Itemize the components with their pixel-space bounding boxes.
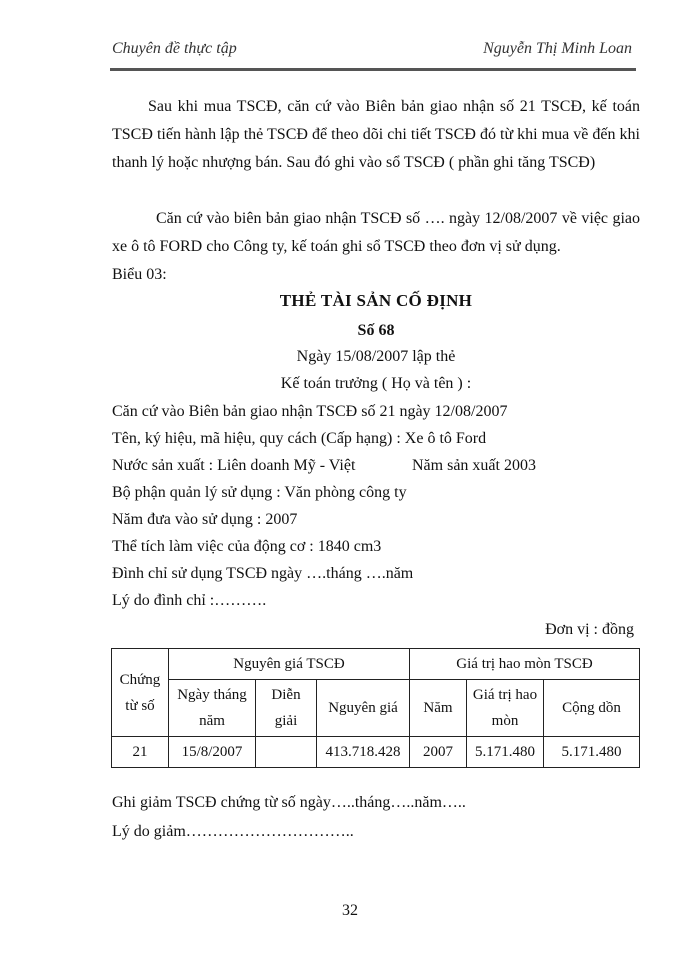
header-right: Nguyễn Thị Minh Loan [483,40,632,57]
intro-paragraph-2: Căn cứ vào biên bản giao nhận TSCĐ số …. ngày 12/08/2007 về việc giao xe ô tô FORD cho Công ty, kế toán ghi sổ TSCĐ theo đơn vị sử dụng. [112,210,640,255]
basis-line: Căn cứ vào Biên bản giao nhận TSCĐ số 21 ngày 12/08/2007 [112,403,508,420]
header-date: Ngày tháng năm [169,680,256,737]
cell-cost: 413.718.428 [317,737,410,768]
cell-date: 15/8/2007 [169,737,256,768]
header-rule [110,68,636,71]
currency-unit: Đơn vị : đồng [545,621,634,638]
card-title: THẺ TÀI SẢN CỐ ĐỊNH [279,291,473,310]
decrease-reason-line: Lý do giảm………………………….. [112,823,354,840]
card-number: Số 68 [357,322,395,339]
header-description: Diễn giải [256,680,317,737]
header-cumulative: Cộng dồn [544,680,640,737]
engine-capacity-line: Thể tích làm việc của động cơ : 1840 cm3 [112,538,382,555]
bieu-label: Biểu 03: [112,266,167,283]
decrease-line: Ghi giảm TSCĐ chứng từ số ngày…..tháng…..năm….. [112,794,466,811]
intro-paragraph-1: Sau khi mua TSCĐ, căn cứ vào Biên bản giao nhận số 21 TSCĐ, kế toán TSCĐ tiến hành lập thẻ TSCĐ để theo dõi chi tiết TSCĐ đó từ khi mua về đến khi thanh lý hoặc nhượng bán. Sau đó ghi vào sổ TSCĐ ( phần ghi tăng TSCĐ) [112,98,640,171]
production-year: Năm sản xuất 2003 [412,457,536,474]
header-original-cost: Nguyên giá TSCĐ [169,649,410,680]
card-date: Ngày 15/08/2007 lập thẻ [296,348,456,365]
asset-table [111,648,640,768]
table-subheader-row [112,680,640,737]
year-in-use-line: Năm đưa vào sử dụng : 2007 [112,511,298,528]
cell-description [256,737,317,768]
header-cost: Nguyên giá [317,680,410,737]
cell-year: 2007 [410,737,467,768]
country-line: Nước sản xuất : Liên doanh Mỹ - Việt [112,457,356,474]
header-year: Năm [410,680,467,737]
header-left: Chuyên đề thực tập [112,40,237,57]
header-depr-value: Giá trị hao mòn [467,680,544,737]
header-voucher: Chứng từ số [112,649,169,737]
table-header-row [112,649,640,680]
suspension-line: Đình chỉ sử dụng TSCĐ ngày ….tháng ….năm [112,565,414,582]
cell-depr-value: 5.171.480 [467,737,544,768]
suspension-reason-line: Lý do đình chỉ :………. [112,592,267,609]
asset-name-line: Tên, ký hiệu, mã hiệu, quy cách (Cấp hạng) : Xe ô tô Ford [112,430,487,447]
page-number: 32 [342,902,358,919]
table-row [112,737,640,768]
header-depreciation: Giá trị hao mòn TSCĐ [410,649,640,680]
cell-cumulative: 5.171.480 [544,737,640,768]
cell-voucher: 21 [112,737,169,768]
chief-accountant: Kế toán trưởng ( Họ và tên ) : [280,375,472,392]
department-line: Bộ phận quản lý sử dụng : Văn phòng công ty [112,484,407,501]
